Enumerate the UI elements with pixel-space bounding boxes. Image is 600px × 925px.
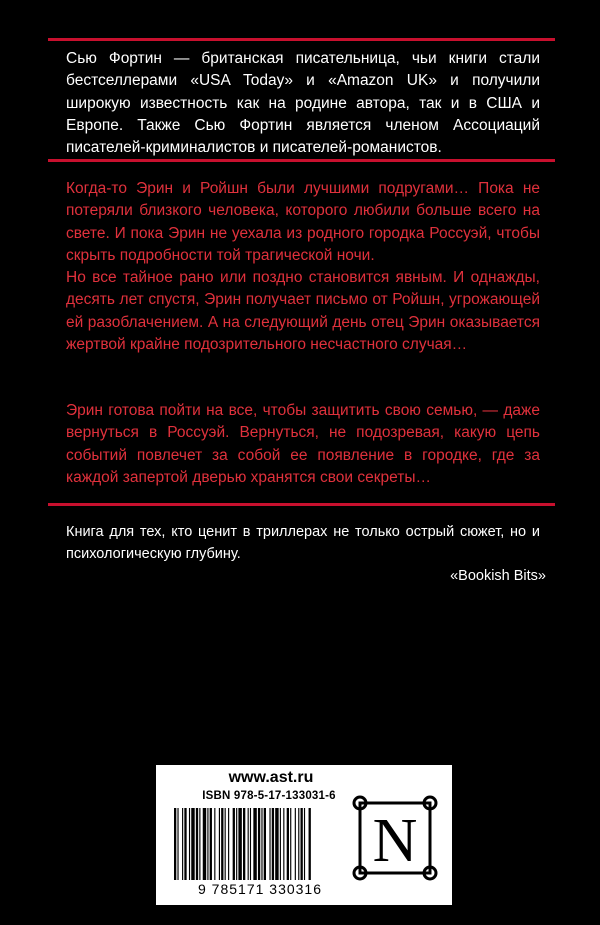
blurb-paragraph-1: Когда-то Эрин и Ройшн были лучшими подругами… Пока не потеряли близкого человека, которого любили больше всего на свете. И пока Эрин не уехала из родного городка Россуэй, чтобы скрыть подробности той трагической ночи.	[66, 180, 540, 264]
blurb-paragraph-3: Эрин готова пойти на все, чтобы защитить свою семью, — даже вернуться в Россуэй. Вернуться, не подозревая, какую цепь событий повлечет за собой ее появление в городке, где за каждой запертой дверью хранятся свои секреты…	[66, 402, 540, 486]
isbn-label: ISBN 978-5-17-133031-6	[202, 790, 336, 802]
barcode-panel	[156, 765, 452, 905]
svg-text:N: N	[372, 807, 418, 875]
bio-divider	[48, 159, 555, 162]
author-bio: Сью Фортин — британская писательница, чьи книги стали бестселлерами «USA Today» и «Amazon UK» и получили широкую известность как на родине автора, так и в США и Европе. Также Сью Фортин является членом Ассоциаций писателей-криминалистов и писателей-романистов.	[66, 50, 540, 157]
blurb-divider	[48, 503, 555, 506]
barcode-bars-icon	[174, 808, 350, 880]
barcode-digits: 9 785171 330316	[198, 881, 322, 897]
publisher-url: www.ast.ru	[228, 769, 314, 786]
publisher-n-logo-icon	[352, 795, 438, 881]
blurb-paragraph-2: Но все тайное рано или поздно становится явным. И однажды, десять лет спустя, Эрин получает письмо от Ройшн, угрожающей ей разоблачением. А на следующий день отец Эрин оказывается жертвой крайне подозрительного несчастного случая…	[66, 269, 540, 353]
review-source: «Bookish Bits»	[450, 568, 546, 584]
top-divider	[48, 38, 555, 41]
review-quote: Книга для тех, кто ценит в триллерах не только острый сюжет, но и психологическую глубину.	[66, 524, 540, 562]
